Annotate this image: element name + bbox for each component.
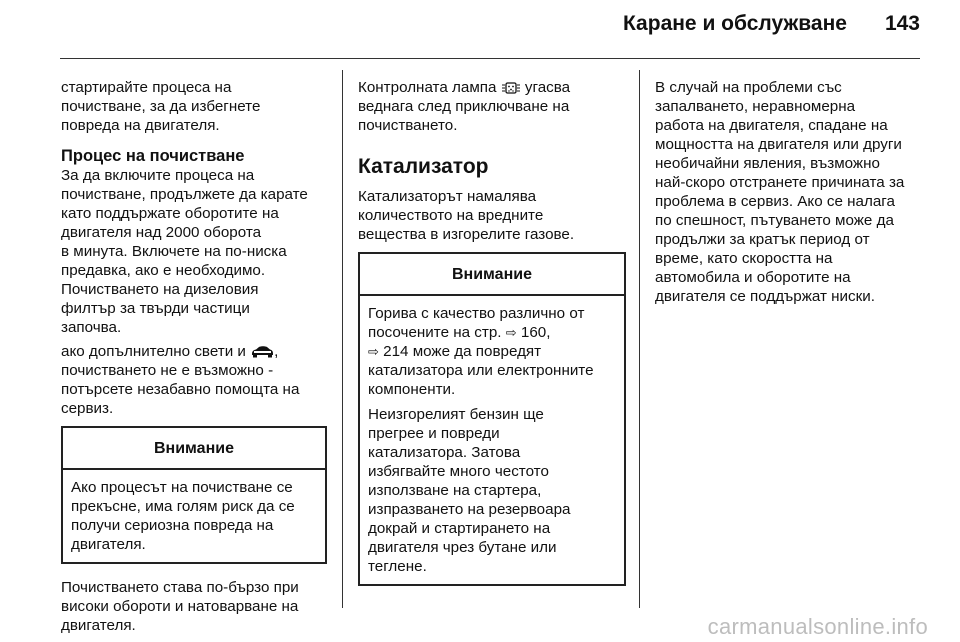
column-divider xyxy=(342,70,343,608)
cleaning-paragraph: За да включите процеса на почистване, продължете да карате като поддържате оборотите на двигателя над 2000 оборота в минута. Включете на по-ниска предавка, ако е необходимо. Почистването на дизеловия филтър за твърди частици започва. xyxy=(61,167,308,336)
warning-body: Ако процесът на почистване се прекъсне, има голям риск да се получи сериозна повреда на двигателя. xyxy=(71,479,295,553)
problems-paragraph: В случай на проблеми със запалването, неравномерна работа на двигателя, спадане на мощността на двигателя или други необичайни явления, възможно най-скоро отстранете причината за проблема в сервиз. Ако се налага по спешност, пътуването може да продължи за кратък период от време, като скоростта на автомобила и оборотите на двигателя се поддържат ниски. xyxy=(655,79,905,305)
page-reference-arrow-icon: ⇨ xyxy=(505,325,517,340)
catalyst-paragraph: Катализаторът намалява количеството на вредните вещества в изгорелите газове. xyxy=(358,188,575,243)
warning-title: Внимание xyxy=(63,428,325,470)
service-paragraph: ако допълнително свети и , почистването не е възможно - потърсете незабавно помощта на сервиз. xyxy=(61,343,300,417)
section-title-catalyst: Катализатор xyxy=(358,155,489,178)
page-header xyxy=(623,12,920,36)
header-rule xyxy=(60,58,920,59)
page-reference-link[interactable]: 160, xyxy=(520,324,551,341)
watermark: carmanualsonline.info xyxy=(707,614,928,639)
column-2 xyxy=(358,78,626,600)
page-reference-arrow-icon: ⇨ xyxy=(368,344,379,359)
service-vehicle-icon xyxy=(250,345,274,359)
column-1 xyxy=(61,78,327,640)
page-number: 143 xyxy=(884,12,920,35)
particle-filter-lamp-icon xyxy=(501,80,521,96)
section-title-cleaning: Процес на почистване xyxy=(61,147,245,165)
lamp-paragraph: Контролната лампа угасва веднага след приключване на почистването. xyxy=(358,79,571,134)
warning-body: Горива с качество различно от посочените на стр. ⇨ 160, ⇨ 214 може да повредят катализатора или електронните компоненти. Неизгорелият бензин ще прегрее и повреди катализатора. Затова избягвайте много честото използване на стартера, изпразването на резервоара докрай и стартирането на двигателя чрез бутане или теглене. xyxy=(368,305,594,575)
column-divider xyxy=(639,70,640,608)
header-title: Каране и обслужване xyxy=(622,12,847,35)
column-3 xyxy=(655,78,925,311)
speed-paragraph: Почистването става по-бързо при високи обороти и натоварване на двигателя. xyxy=(61,579,299,634)
intro-paragraph: стартирайте процеса на почистване, за да избегнете повреда на двигателя. xyxy=(61,79,261,134)
page-reference-link[interactable]: 214 може да повредят xyxy=(383,343,542,360)
warning-box xyxy=(61,426,327,564)
warning-title: Внимание xyxy=(360,254,624,296)
warning-box xyxy=(358,252,626,586)
